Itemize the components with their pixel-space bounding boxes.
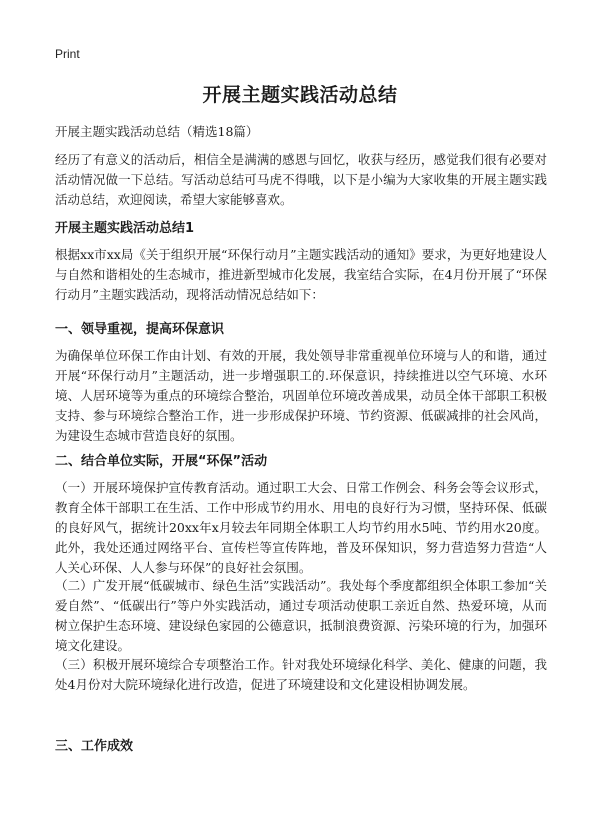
document-subtitle: 开展主题实践活动总结（精选18篇） (55, 124, 259, 139)
section-heading: 一、领导重视，提高环保意识 (55, 322, 225, 337)
section-heading: 二、结合单位实际，开展“环保”活动 (55, 454, 268, 469)
intro-paragraph: 经历了有意义的活动后，相信全是满满的感恩与回忆，收获与经历，感觉我们很有必要对活动情况做一下总结。写活动总结可马虎不得哦，以下是小编为大家收集的开展主题实践活动总结，欢迎阅读，希望大家能够喜欢。 (55, 152, 547, 207)
page-title: 开展主题实践活动总结 (202, 84, 398, 106)
body-paragraph: 为确保单位环保工作由计划、有效的开展，我处领导非常重视单位环境与人的和谐，通过开展“环保行动月”主题活动，进一步增强职工的.环保意识，持续推进以空气环境、水环境、人居环境等为重点的环境综合整治，巩固单位环境改善成果，动员全体干部职工积极支持、参与环境综合整治工作，进一步形成保护环境、节约资源、低碳减排的社会风尚，为建设生态城市营造良好的氛围。 (55, 348, 547, 443)
body-paragraph: （三）积极开展环境综合专项整治工作。针对我处环境绿化科学、美化、健康的问题，我处4月份对大院环境绿化进行改造，促进了环境建设和文化建设相协调发展。 (55, 657, 547, 692)
section-heading: 三、工作成效 (55, 739, 134, 754)
body-paragraph: 根据xx市xx局《关于组织开展“环保行动月”主题实践活动的通知》要求，为更好地建设人与自然和谐相处的生态城市，推进新型城市化发展，我室结合实际，在4月份开展了“环保行动月”主题实践活动，现将活动情况总结如下： (55, 247, 547, 302)
print-link[interactable]: Print (55, 47, 80, 61)
summary-heading: 开展主题实践活动总结1 (55, 221, 195, 236)
body-paragraph: （一）开展环境保护宣传教育活动。通过职工大会、日常工作例会、科务会等会议形式，教育全体干部职工在生活、工作中形成节约用水、用电的良好行为习惯，坚持环保、低碳的良好风气，据统计20xx年x月较去年同期全体职工人均节约用水5吨、节约用水20度。此外，我处还通过网络平台、宣传栏等宣传阵地，普及环保知识，努力营造努力营造“人人关心环保、人人参与环保”的良好社会氛围。 (55, 480, 547, 575)
body-paragraph: （二）广发开展“低碳城市、绿色生活”实践活动”。我处每个季度都组织全体职工参加“关爱自然”、“低碳出行”等户外实践活动，通过专项活动使职工亲近自然、热爱环境，从而树立保护生态环境、建设绿色家园的公德意识，抵制浪费资源、污染环境的行为，加强环境文化建设。 (55, 578, 547, 653)
